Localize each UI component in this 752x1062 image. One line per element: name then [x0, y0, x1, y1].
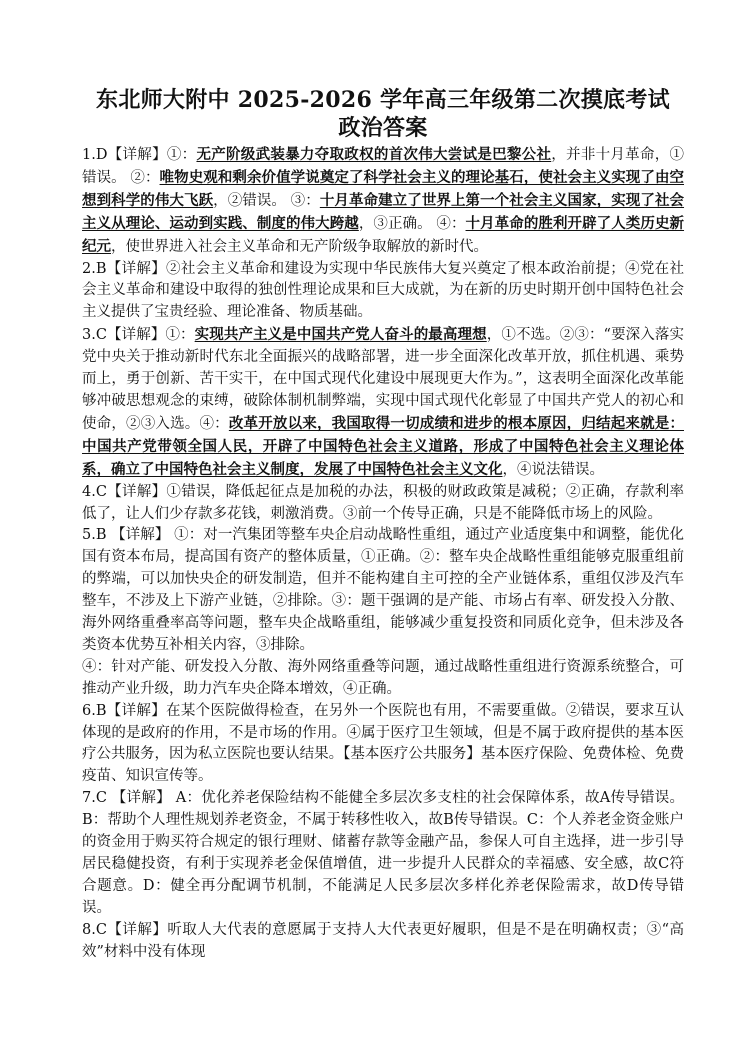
- answer-text: 2.B【详解】②社会主义革命和建设为实现中华民族伟大复兴奠定了根本政治前提；④党在社会主义革命和建设中取得的独创性理论成果和巨大成就，为在新的历史时期开创中国特色社会主义提供了宝贵经验、理论准备、物质基础。: [82, 260, 684, 321]
- answer-text: 5.B 【详解】 ①：对一汽集团等整车央企启动战略性重组，通过产业适度集中和调整，能优化国有资本布局，提高国有资产的整体质量，①正确。②：整车央企战略性重组能够克服重组前的弊端，可以加快央企的研发制造，但并不能构建自主可控的全产业链体系，重组仅涉及汽车整车，不涉及上下游产业链，②排除。③：题干强调的是产能、市场占有率、研发投入分散、海外网络重叠率高等问题，整车央企战略重组，能够减少重复投资和同质化竞争，但未涉及各类资本优势互补相关内容，③排除。: [82, 527, 684, 653]
- underlined-key-point: 唯物史观和剩余价值学说奠定了科学社会主义的理论基石，使社会主义实现了由空想到科学的伟大飞跃: [82, 168, 685, 209]
- underlined-key-point: 无产阶级武装暴力夺取政权的首次伟大尝试是巴黎公社: [196, 146, 552, 163]
- answer-item: [82, 482, 684, 526]
- answer-item: [82, 920, 684, 964]
- answer-item: [82, 788, 684, 919]
- answer-item: [82, 657, 684, 701]
- answer-text: ，③正确。 ④：: [358, 215, 466, 232]
- answer-text: 6.B【详解】在某个医院做得检查，在另外一个医院也有用，不需要重做。②错误，要求互认体现的是政府的作用，不是市场的作用。④属于医疗卫生领域，但是不属于政府提供的基本医疗公共服务，因为私立医院也要认结果。【基本医疗公共服务】基本医疗保险、免费体检、免费疫苗、知识宣传等。: [82, 702, 684, 785]
- answer-item: [82, 701, 684, 789]
- underlined-key-point: 改革开放以来，我国取得一切成绩和进步的根本原因，归结起来就是：中国共产党带领全国人民，开辟了中国特色社会主义道路，形成了中国特色社会主义理论体系，确立了中国特色社会主义制度，发展了中国特色社会主义文化: [82, 414, 684, 478]
- answer-text: ，①不选。②③：“要深入落实党中央关于推动新时代东北全面振兴的战略部署，进一步全面深化改革开放，抓住机遇、乘势而上，勇于创新、苦干实干，在中国式现代化建设中展现更大作为。”，这表明全面深化改革能够冲破思想观念的束缚，破除体制机制弊端，实现中国式现代化彰显了中国共产党人的初心和使命，②③入选。④：: [82, 327, 684, 432]
- answer-text: 8.C【详解】听取人大代表的意愿属于支持人大代表更好履职，但是不是在明确权责；③“高效”材料中没有体现: [82, 921, 684, 960]
- answer-item: [82, 525, 684, 656]
- underlined-key-point: 十月革命的胜利开辟了人类历史新纪元: [82, 214, 685, 255]
- answer-text: ，并非十月革命，①错误。 ②：: [82, 147, 685, 186]
- document-title: 东北师大附中 2025-2026 学年高三年级第二次摸底考试: [96, 87, 670, 113]
- answer-text: 7.C 【详解】 A：优化养老保险结构不能健全多层次多支柱的社会保障体系，故A传导错误。B：帮助个人理性规划养老资金，不属于转移性收入，故B传导错误。C：个人养老金资金账户的资金用于购买符合规定的银行理财、储蓄存款等金融产品，参保人可自主选择，进一步引导居民稳健投资，有利于实现养老金保值增值，进一步提升人民群众的幸福感、安全感，故C符合题意。D：健全再分配调节机制，不能满足人民多层次多样化养老保险需求，故D传导错误。: [82, 790, 684, 916]
- underlined-key-point: 实现共产主义是中国共产党人奋斗的最高理想: [194, 326, 487, 344]
- answer-text: ④：针对产能、研发投入分散、海外网络重叠等问题，通过战略性重组进行资源系统整合，可推动产业升级，助力汽车央企降本增效，④正确。: [82, 658, 684, 697]
- answer-item: [82, 324, 684, 481]
- answer-list: [82, 144, 684, 964]
- answer-text: ，使世界进入社会主义革命和无产阶级争取解放的新时代。: [111, 238, 488, 255]
- answer-text: 4.C【详解】①错误，降低起征点是加税的办法，积极的财政政策是减税；②正确，存款利率低了，让人们少存款多花钱，刺激消费。③前一个传导正确，只是不能降低市场上的风险。: [82, 483, 684, 522]
- document-subtitle: 政治答案: [338, 115, 428, 141]
- underlined-key-point: 十月革命建立了世界上第一个社会主义国家，实现了社会主义从理论、运动到实践、制度的伟大跨越: [82, 191, 685, 232]
- answer-text: ，②错误。 ③：: [213, 192, 320, 209]
- answer-text: ，④说法错误。: [502, 461, 604, 478]
- answer-text: 3.C【详解】①：: [82, 327, 195, 344]
- answer-item: [82, 259, 684, 325]
- answer-item: [82, 144, 684, 259]
- answer-text: 1.D【详解】①：: [82, 147, 197, 163]
